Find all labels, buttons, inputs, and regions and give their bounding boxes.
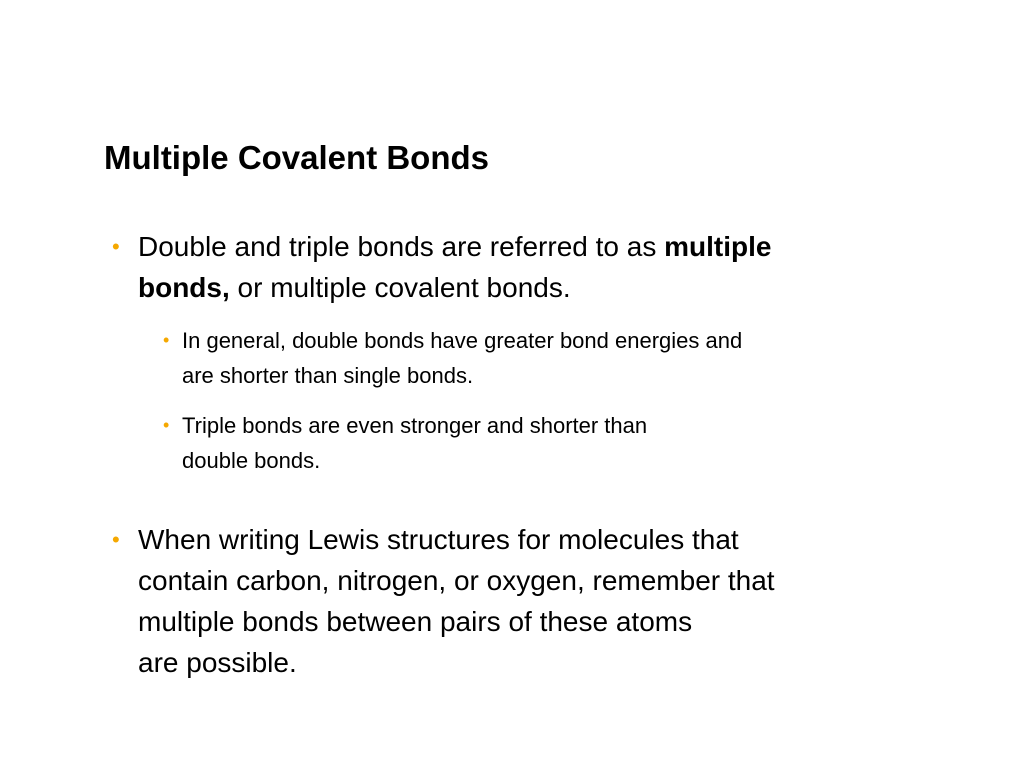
- sub-bullet-line: Triple bonds are even stronger and shorter than: [182, 413, 648, 438]
- bullet-line: [138, 226, 771, 267]
- sub-bullet-dot-icon: •: [163, 415, 170, 435]
- bullet-line: [138, 267, 771, 308]
- bullet-line: multiple bonds between pairs of these atoms: [138, 606, 693, 637]
- slide-title: Multiple Covalent Bonds: [104, 139, 490, 176]
- bullet-bold-term: bonds,: [138, 272, 230, 303]
- bullet-line: contain carbon, nitrogen, or oxygen, remember that: [138, 565, 775, 596]
- sub-bullet-line: In general, double bonds have greater bond energies and: [182, 328, 743, 353]
- bullet-multiple-bonds: [112, 226, 772, 308]
- bullet-line: are possible.: [138, 647, 297, 678]
- bullet-bold-term: multiple: [664, 231, 772, 262]
- bullet-lewis-structures: [112, 519, 775, 683]
- sub-bullet-line: double bonds.: [182, 448, 321, 473]
- bullet-text: Double and triple bonds are referred to as: [138, 231, 665, 262]
- sub-bullet-dot-icon: •: [163, 330, 170, 350]
- bullet-text: or multiple covalent bonds.: [229, 272, 571, 303]
- sub-bullet-triple-bonds: [163, 408, 648, 478]
- sub-bullet-line: are shorter than single bonds.: [182, 363, 474, 388]
- sub-bullet-double-bonds: [163, 323, 743, 393]
- bullet-line: When writing Lewis structures for molecules that: [138, 524, 739, 555]
- bullet-dot-icon: •: [112, 527, 120, 552]
- bullet-dot-icon: •: [112, 234, 120, 259]
